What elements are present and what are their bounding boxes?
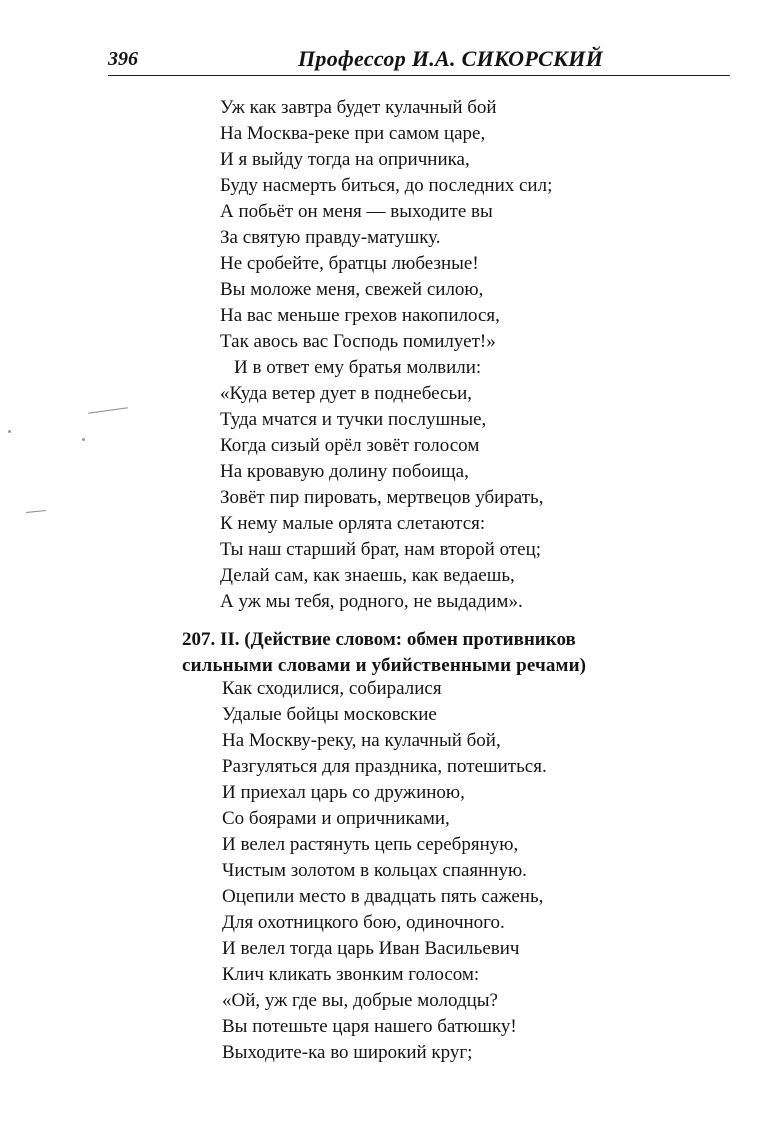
poem-line: Делай сам, как знаешь, как ведаешь, [220, 565, 515, 586]
page-header [108, 42, 730, 76]
poem-line: На Москву-реку, на кулачный бой, [222, 730, 501, 751]
poem-line: Буду насмерть биться, до последних сил; [220, 175, 553, 196]
page-number: 396 [108, 48, 138, 70]
poem-stanza-2 [222, 676, 547, 1066]
poem-line: На вас меньше грехов накопилося, [220, 305, 500, 326]
poem-line: Выходите-ка во широкий круг; [222, 1042, 473, 1063]
poem-line: Ты наш старший брат, нам второй отец; [220, 539, 542, 560]
poem-stanza-1 [220, 95, 552, 615]
poem-line: И приехал царь со дружиною, [222, 782, 465, 803]
poem-line: Со боярами и опричниками, [222, 808, 450, 829]
poem-line: «Куда ветер дует в поднебесьи, [220, 383, 473, 404]
poem-line: Когда сизый орёл зовёт голосом [220, 435, 480, 456]
poem-line: Вы потешьте царя нашего батюшку! [222, 1016, 517, 1037]
poem-line: Разгуляться для праздника, потешиться. [222, 756, 547, 777]
poem-line: Чистым золотом в кольцах спаянную. [222, 860, 527, 881]
poem-line: За святую правду-матушку. [220, 227, 441, 248]
poem-line: На кровавую долину побоища, [220, 461, 469, 482]
section-heading-line: сильными словами и убийственными речами) [182, 655, 587, 676]
poem-line: Клич кликать звонким голосом: [222, 964, 480, 985]
scan-mark [88, 407, 128, 414]
poem-line: И в ответ ему братья молвили: [234, 357, 482, 378]
poem-line: Удалые бойцы московские [222, 704, 437, 725]
poem-line: И велел растянуть цепь серебряную, [222, 834, 519, 855]
poem-line: Вы моложе меня, свежей силою, [220, 279, 484, 300]
poem-line: Зовёт пир пировать, мертвецов убирать, [220, 487, 544, 508]
poem-line: Для охотницкого бою, одиночного. [222, 912, 505, 933]
poem-line: Туда мчатся и тучки послушные, [220, 409, 487, 430]
scan-mark [26, 510, 46, 513]
running-title: Профессор И.А. СИКОРСКИЙ [298, 46, 604, 71]
poem-line: И я выйду тогда на опричника, [220, 149, 470, 170]
poem-line: На Москва-реке при самом царе, [220, 123, 486, 144]
scan-dot [82, 438, 85, 441]
poem-line: Уж как завтра будет кулачный бой [220, 97, 497, 118]
poem-line: И велел тогда царь Иван Васильевич [222, 938, 520, 959]
poem-line: Оцепили место в двадцать пять сажень, [222, 886, 544, 907]
poem-line: А побьёт он меня — выходите вы [220, 201, 493, 222]
poem-line: А уж мы тебя, родного, не выдадим». [220, 591, 523, 612]
section-heading [182, 627, 702, 679]
poem-line: К нему малые орлята слетаются: [220, 513, 486, 534]
section-heading-line: 207. II. (Действие словом: обмен противников [182, 629, 576, 650]
poem-line: Так авось вас Господь помилует!» [220, 331, 496, 352]
poem-line: «Ой, уж где вы, добрые молодцы? [222, 990, 498, 1011]
poem-line: Не сробейте, братцы любезные! [220, 253, 479, 274]
header-rule [108, 75, 730, 76]
poem-line: Как сходилися, собиралися [222, 678, 442, 699]
scan-dot [8, 430, 11, 433]
